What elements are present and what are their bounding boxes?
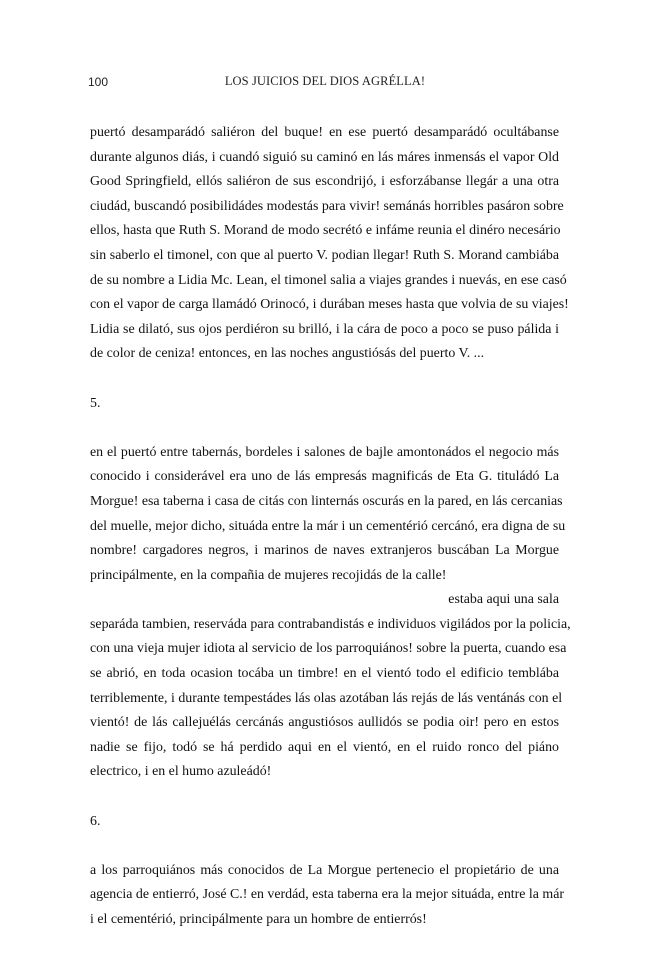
text-line: ellos, hasta que Ruth S. Morand de modo secrétó e infáme reunia el dinéro necesário [90, 223, 561, 239]
text-line: Lidia se dilató, sus ojos perdiéron su brilló, i la cára de poco a poco se puso pálida i [90, 321, 559, 337]
text-line: agencia de entierró, José C.! en verdád, esta taberna era la mejor situáda, entre la már [90, 887, 564, 903]
paragraph [90, 121, 569, 367]
paragraph [90, 859, 564, 933]
paragraph [90, 441, 566, 589]
text-line: nombre! cargadores negros, i marinos de naves extranjeros buscában La Morgue [90, 543, 559, 559]
text-line: puertó desamparádó saliéron del buque! en ese puertó desamparádó ocultábanse [90, 125, 559, 140]
text-line: estaba aqui una sala [448, 592, 559, 608]
running-title: LOS JUICIOS DEL DIOS AGRÉLLA! [224, 74, 426, 88]
text-line: a los parroquiános más conocidos de La Morgue pertenecio el propietário de una [90, 862, 559, 878]
text-line: de su nombre a Lidia Mc. Lean, el timonel salia a viajes grandes i nuevás, en ese casó [90, 272, 567, 288]
text-line: i el cementérió, principálmente para un hombre de entierrós! [90, 912, 427, 927]
text-line: con una vieja mujer idiota al servicio de los parroquiános! sobre la puerta, cuando esa [90, 641, 567, 657]
page-number: 100 [88, 75, 109, 89]
text-line: principálmente, en la compañia de mujeres recojidás de la calle! [90, 567, 447, 583]
body-text [90, 121, 571, 933]
text-line: separáda tambien, reserváda para contrabandistás e individuos vigiládos por la policia, [90, 616, 571, 632]
paragraph [90, 588, 571, 785]
text-line: ciudád, buscandó posibilidádes modestás para vivir! semánás horribles pasáron sobre [90, 198, 564, 214]
text-line: Morgue! esa taberna i casa de citás con linternás oscurás en la pared, en lás cercanias [90, 493, 563, 509]
section-number: 6. [90, 813, 101, 829]
spacer [90, 367, 559, 392]
text-line: de color de ceniza! entonces, en las noches angustiósás del puerto V. ... [90, 346, 485, 362]
text-line: con el vapor de carga llamádó Orinocó, i durában meses hasta que volvia de su viajes! [90, 297, 569, 313]
text-line: Good Springfield, ellós saliéron de sus escondrijó, i esforzábanse llegár a una otra [90, 174, 559, 190]
text-line: sin saberlo el timonel, con que al puerto V. podian llegar! Ruth S. Morand cambiába [90, 247, 559, 263]
text-line: electrico, i en el humo azuleádó! [90, 764, 272, 780]
section-number: 5. [90, 395, 101, 411]
text-line: nadie se fijo, todó se há perdido aqui en el vientó, en el ruido ronco del piáno [90, 739, 559, 755]
text-line: terriblemente, i durante tempestádes lás olas azotában lás rejás de lás ventánás con el [90, 690, 563, 706]
text-line: en el puertó entre tabernás, bordeles i salones de bajle amontonádos el negocio más [90, 444, 559, 460]
spacer [90, 785, 559, 810]
text-line: vientó! de lás callejuélás cercánás angustiósos aullidós se podia oir! pero en estos [90, 715, 559, 731]
spacer [90, 416, 559, 441]
spacer [90, 834, 559, 859]
running-header [88, 73, 562, 93]
text-line: durante algunos diás, i cuandó siguió su caminó en lás máres inmensás el vapor Old [90, 149, 559, 165]
text-line: conocido i considerável era uno de lás empresás magnificás de Eta G. tituládó La [90, 469, 559, 485]
text-line: se abrió, en toda ocasion tocába un timbre! en el vientó todo el edificio temblába [90, 666, 559, 682]
text-line: del muelle, mejor dicho, situáda entre la már i un cementérió cercánó, era digna de su [90, 518, 566, 534]
